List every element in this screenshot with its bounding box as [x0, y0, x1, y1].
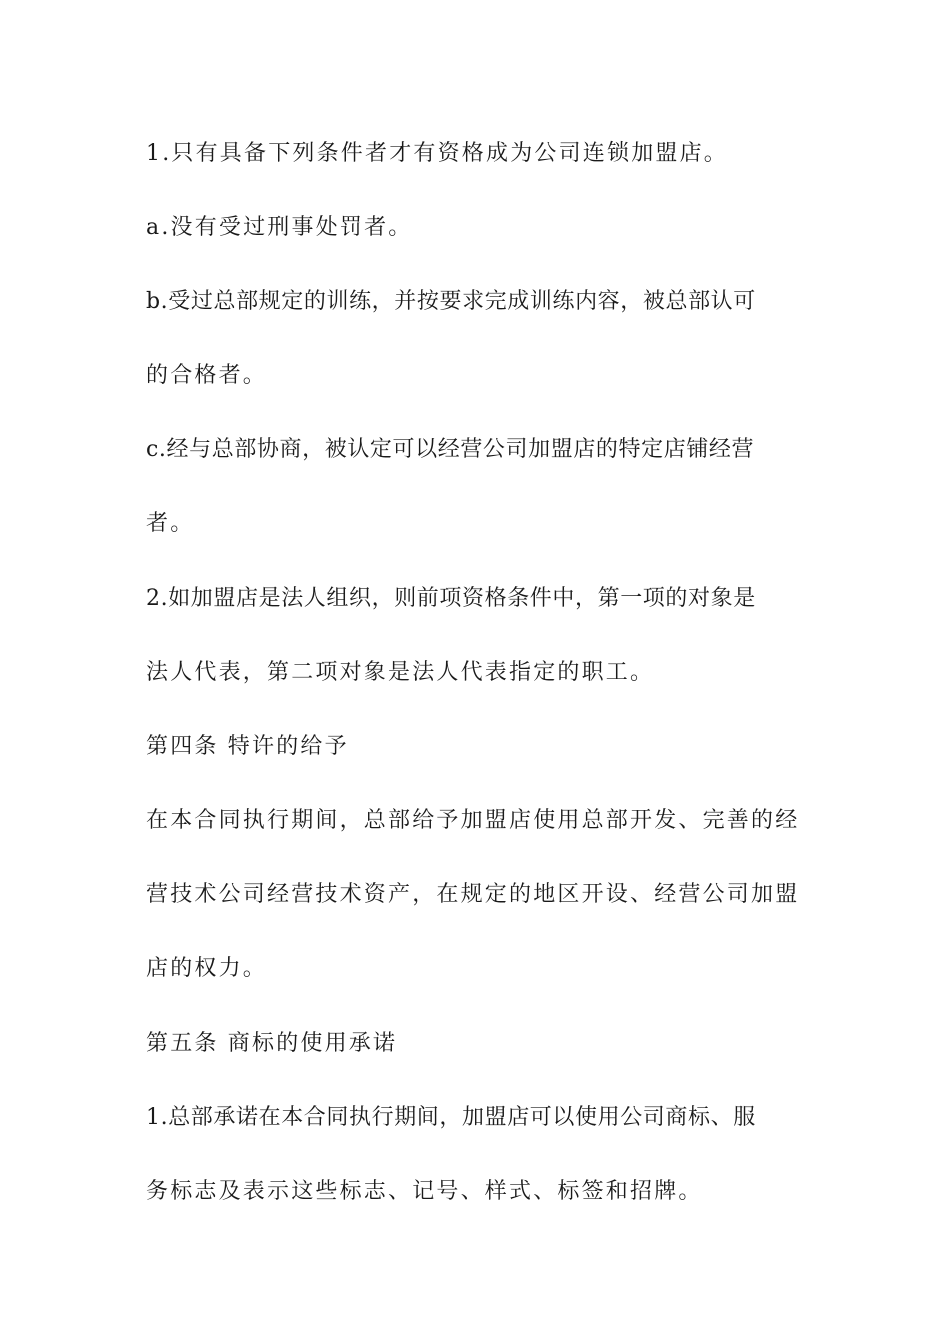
- paragraph-line: 店的权力。: [146, 956, 268, 981]
- paragraph-line: 务标志及表示这些标志、记号、样式、标签和招牌。: [146, 1179, 703, 1204]
- paragraph-line: 法人代表，第二项对象是法人代表指定的职工。: [146, 660, 655, 685]
- paragraph-line: 的合格者。: [146, 363, 268, 388]
- paragraph-line: 在本合同执行期间，总部给予加盟店使用总部开发、完善的经: [146, 808, 800, 833]
- paragraph-line: c.经与总部协商，被认定可以经营公司加盟店的特定店铺经营: [146, 437, 755, 462]
- section-heading: 第四条 特许的给予: [146, 734, 349, 759]
- paragraph-line: a.没有受过刑事处罚者。: [146, 215, 413, 240]
- paragraph-line: b.受过总部规定的训练，并按要求完成训练内容，被总部认可: [146, 289, 756, 314]
- paragraph-line: 营技术公司经营技术资产，在规定的地区开设、经营公司加盟: [146, 882, 800, 907]
- section-heading: 第五条 商标的使用承诺: [146, 1031, 398, 1056]
- paragraph-line: 者。: [146, 511, 195, 536]
- paragraph-line: 1.只有具备下列条件者才有资格成为公司连锁加盟店。: [146, 141, 728, 166]
- paragraph-line: 2.如加盟店是法人组织，则前项资格条件中，第一项的对象是: [146, 586, 756, 611]
- paragraph-line: 1.总部承诺在本合同执行期间，加盟店可以使用公司商标、服: [146, 1105, 756, 1130]
